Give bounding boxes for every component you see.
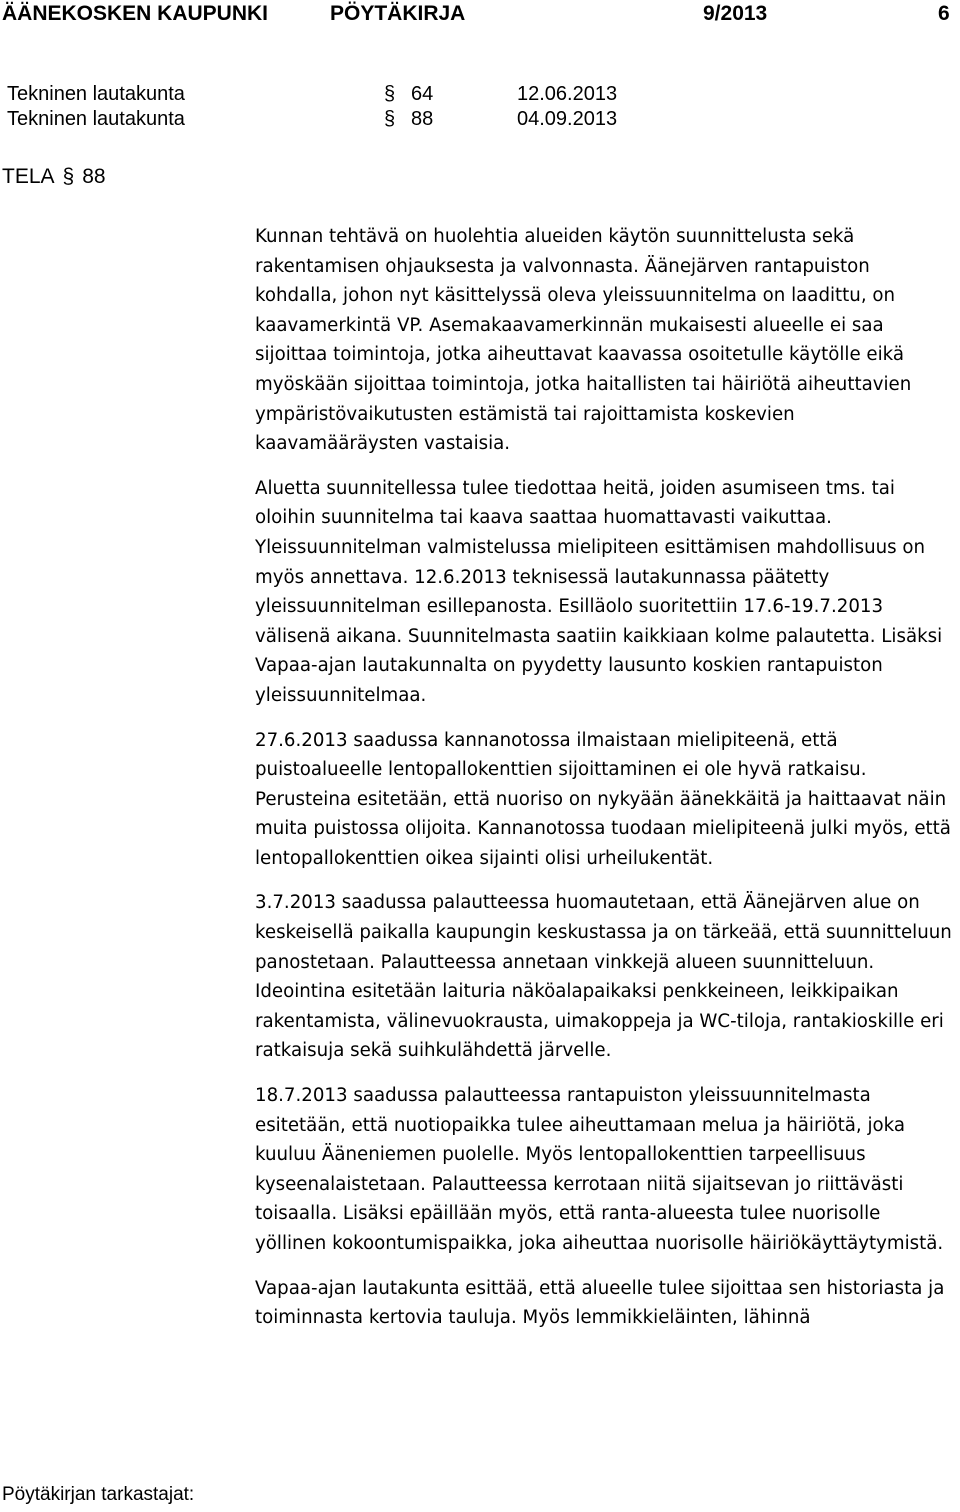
paragraph: 27.6.2013 saadussa kannanotossa ilmaistaan mielipiteenä, että puistoalueelle lentopallokenttien sijoittaminen ei ole hyvä ratkaisu. Perusteina esitetään, että nuoriso on nykyään äänekkäitä ja haittaavat näin muita puistossa olijoita. Kannanotossa tuodaan mielipiteenä julki myös, että lentopallokenttien oikea sijainti olisi urheilukentät.: [255, 729, 951, 869]
paragraph: 18.7.2013 saadussa palautteessa rantapuiston yleissuunnitelmasta esitetään, että nuotiopaikka tulee aiheuttamaan melua ja häiriötä, joka kuuluu Ääneniemen puolelle. Myös lentopallokenttien tarpeellisuus kyseenalaistetaan. Palautteessa kerrotaan niitä sijaitsevan jo riittävästi toisaalla. Lisäksi epäillään myös, että ranta-alueesta tulee nuorisolle yöllinen kokoontumispaikka, joka aiheuttaa nuorisolle häiriökäyttäytymistä.: [255, 1085, 944, 1254]
organization-name: ÄÄNEKOSKEN KAUPUNKI: [2, 2, 269, 25]
reference-row: [7, 108, 907, 132]
reference-number: 88: [411, 108, 434, 130]
document-body: [255, 222, 955, 1333]
document-number: 9/2013: [703, 2, 768, 25]
reference-body: Tekninen lautakunta: [7, 108, 185, 130]
paragraph: Vapaa-ajan lautakunta esittää, että alueelle tulee sijoittaa sen historiasta ja toiminnasta kertovia tauluja. Myös lemmikkieläinten, lähinnä: [255, 1277, 945, 1329]
page-number: 6: [938, 2, 950, 25]
section-heading: [2, 165, 114, 189]
page-header: [0, 0, 960, 30]
reference-row: [7, 83, 907, 107]
reviewers-label: Pöytäkirjan tarkastajat:: [2, 1484, 195, 1505]
reference-body: Tekninen lautakunta: [7, 83, 185, 105]
section-symbol: §: [384, 108, 396, 130]
reference-date: 12.06.2013: [517, 83, 618, 105]
paragraph: Aluetta suunnitellessa tulee tiedottaa heitä, joiden asumiseen tms. tai oloihin suunnitelma tai kaava saattaa huomattavasti vaikuttaa. Yleissuunnitelman valmistelussa mielipiteen esittämisen mahdollisuus on myös annettava. 12.6.2013 teknisessä lautakunnassa päätetty yleissuunnitelman esillepanosta. Esilläolo suoritettiin 17.6-19.7.2013 välisenä aikana. Suunnitelmasta saatiin kaikkiaan kolme palautetta. Lisäksi Vapaa-ajan lautakunnalta on pyydetty lausunto koskien rantapuiston yleissuunnitelmaa.: [255, 477, 943, 706]
section-symbol: §: [384, 83, 396, 105]
paragraph: Kunnan tehtävä on huolehtia alueiden käytön suunnittelusta sekä rakentamisen ohjauksesta ja valvonnasta. Äänejärven rantapuiston kohdalla, johon nyt käsittelyssä oleva yleissuunnitelma on laadittu, on kaavamerkintä VP. Asemakaavamerkinnän mukaisesti alueelle ei saa sijoittaa toimintoja, jotka aiheuttavat kaavassa osoitetulle käytölle eikä myöskään sijoittaa toimintoja, jotka haitallisten tai häiriötä aiheuttavien ympäristövaikutusten estämistä tai rajoittamista koskevien kaavamääräysten vastaisia.: [255, 226, 912, 455]
reference-number: 64: [411, 83, 434, 105]
reference-date: 04.09.2013: [517, 108, 618, 130]
section-number: 88: [82, 165, 106, 188]
document-type: PÖYTÄKIRJA: [330, 2, 466, 25]
section-symbol: §: [62, 165, 75, 188]
paragraph: 3.7.2013 saadussa palautteessa huomautetaan, että Äänejärven alue on keskeisellä paikalla kaupungin keskustassa ja on tärkeää, että suunnitteluun panostetaan. Palautteessa annetaan vinkkejä alueen suunnitteluun. Ideointina esitetään laituria näköalapaikaksi penkkeineen, leikkipaikan rakentamista, välinevuokrausta, uimakoppeja ja WC-tiloja, rantakioskille eri ratkaisuja sekä suihkulähdettä järvelle.: [255, 892, 952, 1062]
section-name: TELA: [2, 165, 55, 188]
